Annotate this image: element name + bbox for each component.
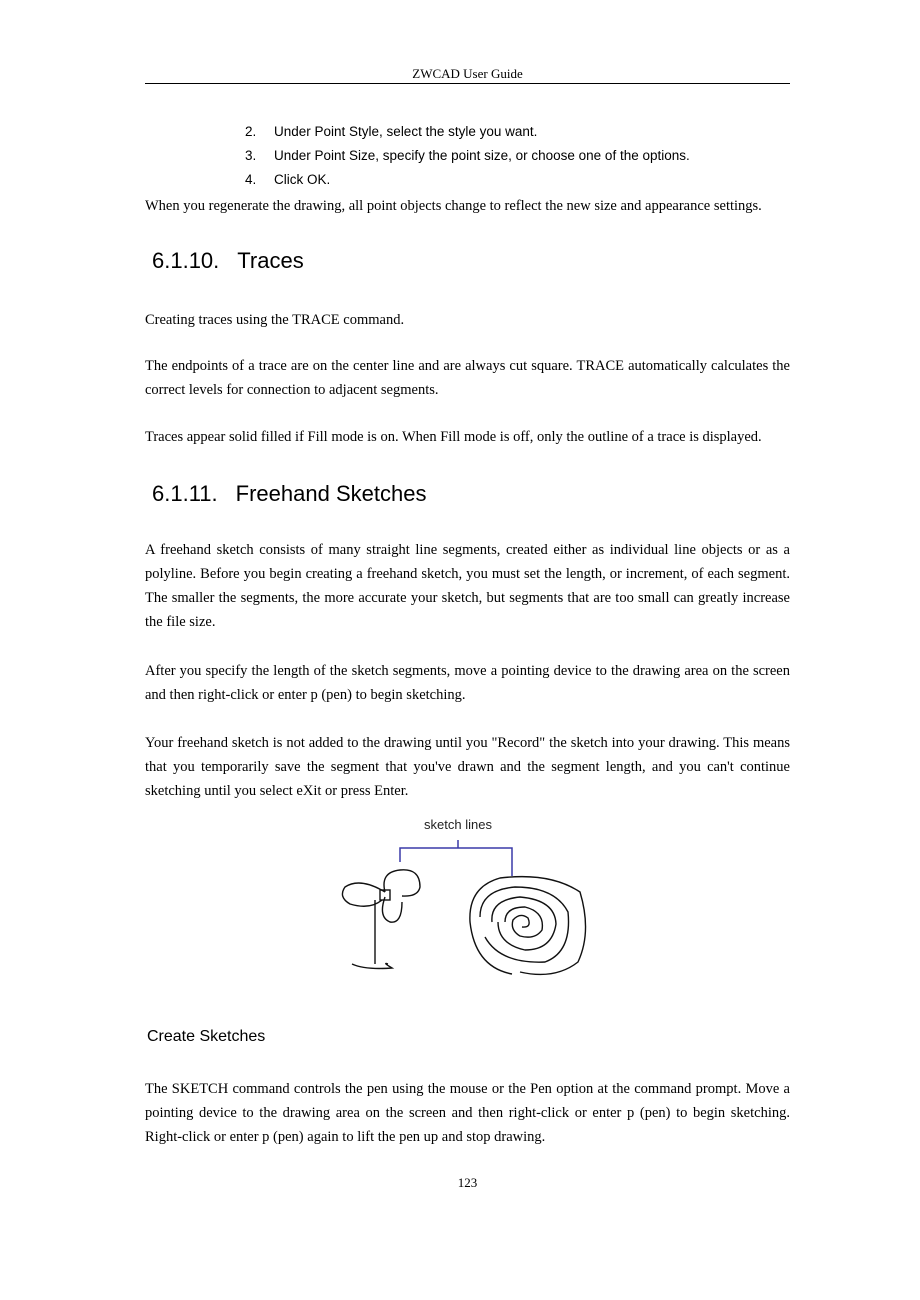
paragraph: The endpoints of a trace are on the center line and are always cut square. TRACE automatically calculates the correct levels for connection to adjacent segments. (145, 358, 790, 398)
subsection-heading: Create Sketches (147, 1028, 266, 1045)
list-item (245, 124, 537, 139)
figure-label: sketch lines (424, 817, 492, 832)
paragraph: A freehand sketch consists of many straight line segments, created either as individual line objects or as a polyline. Before you begin creating a freehand sketch, you must set the length, or increment, of each segment. The smaller the segments, the more accurate your sketch, but segments that are too small can greatly increase the file size. (145, 542, 790, 630)
section-heading (152, 248, 304, 274)
list-number: 4. (245, 172, 257, 187)
paragraph: When you regenerate the drawing, all point objects change to reflect the new size and appearance settings. (145, 198, 762, 214)
list-item (245, 148, 690, 163)
flower-sketch (342, 870, 420, 969)
list-number: 2. (245, 124, 257, 139)
section-number: 6.1.10. (152, 248, 220, 273)
list-item (245, 172, 330, 187)
paragraph: Traces appear solid filled if Fill mode is on. When Fill mode is off, only the outline of a trace is displayed. (145, 429, 762, 445)
page-number: 123 (457, 1175, 478, 1190)
section-number: 6.1.11. (152, 481, 218, 506)
list-text: Under Point Size, specify the point size, or choose one of the options. (274, 148, 690, 163)
paragraph: Your freehand sketch is not added to the drawing until you "Record" the sketch into your drawing. This means that you temporarily save the segment that you've drawn and the segment length, and you can't continue sketching until you select eXit or press Enter. (145, 735, 790, 799)
sketch-figure (330, 812, 600, 987)
header-rule (145, 83, 790, 84)
list-text: Click OK. (274, 172, 331, 187)
section-heading (152, 481, 426, 507)
sketch-illustration (330, 812, 600, 982)
section-title: Freehand Sketches (235, 481, 427, 506)
list-number: 3. (245, 148, 257, 163)
paragraph: The SKETCH command controls the pen using the mouse or the Pen option at the command prompt. Move a pointing device to the drawing area on the screen and then right-click or enter p (pen) to begin sketching. Right-click or enter p (pen) again to lift the pen up and stop drawing. (145, 1081, 790, 1145)
spiral-sketch (470, 877, 586, 975)
section-title: Traces (237, 248, 304, 273)
running-header: ZWCAD User Guide (412, 66, 523, 81)
list-text: Under Point Style, select the style you want. (274, 124, 538, 139)
paragraph: Creating traces using the TRACE command. (145, 312, 405, 328)
paragraph: After you specify the length of the sketch segments, move a pointing device to the drawing area on the screen and then right-click or enter p (pen) to begin sketching. (145, 663, 790, 703)
callout-lines (400, 840, 512, 876)
